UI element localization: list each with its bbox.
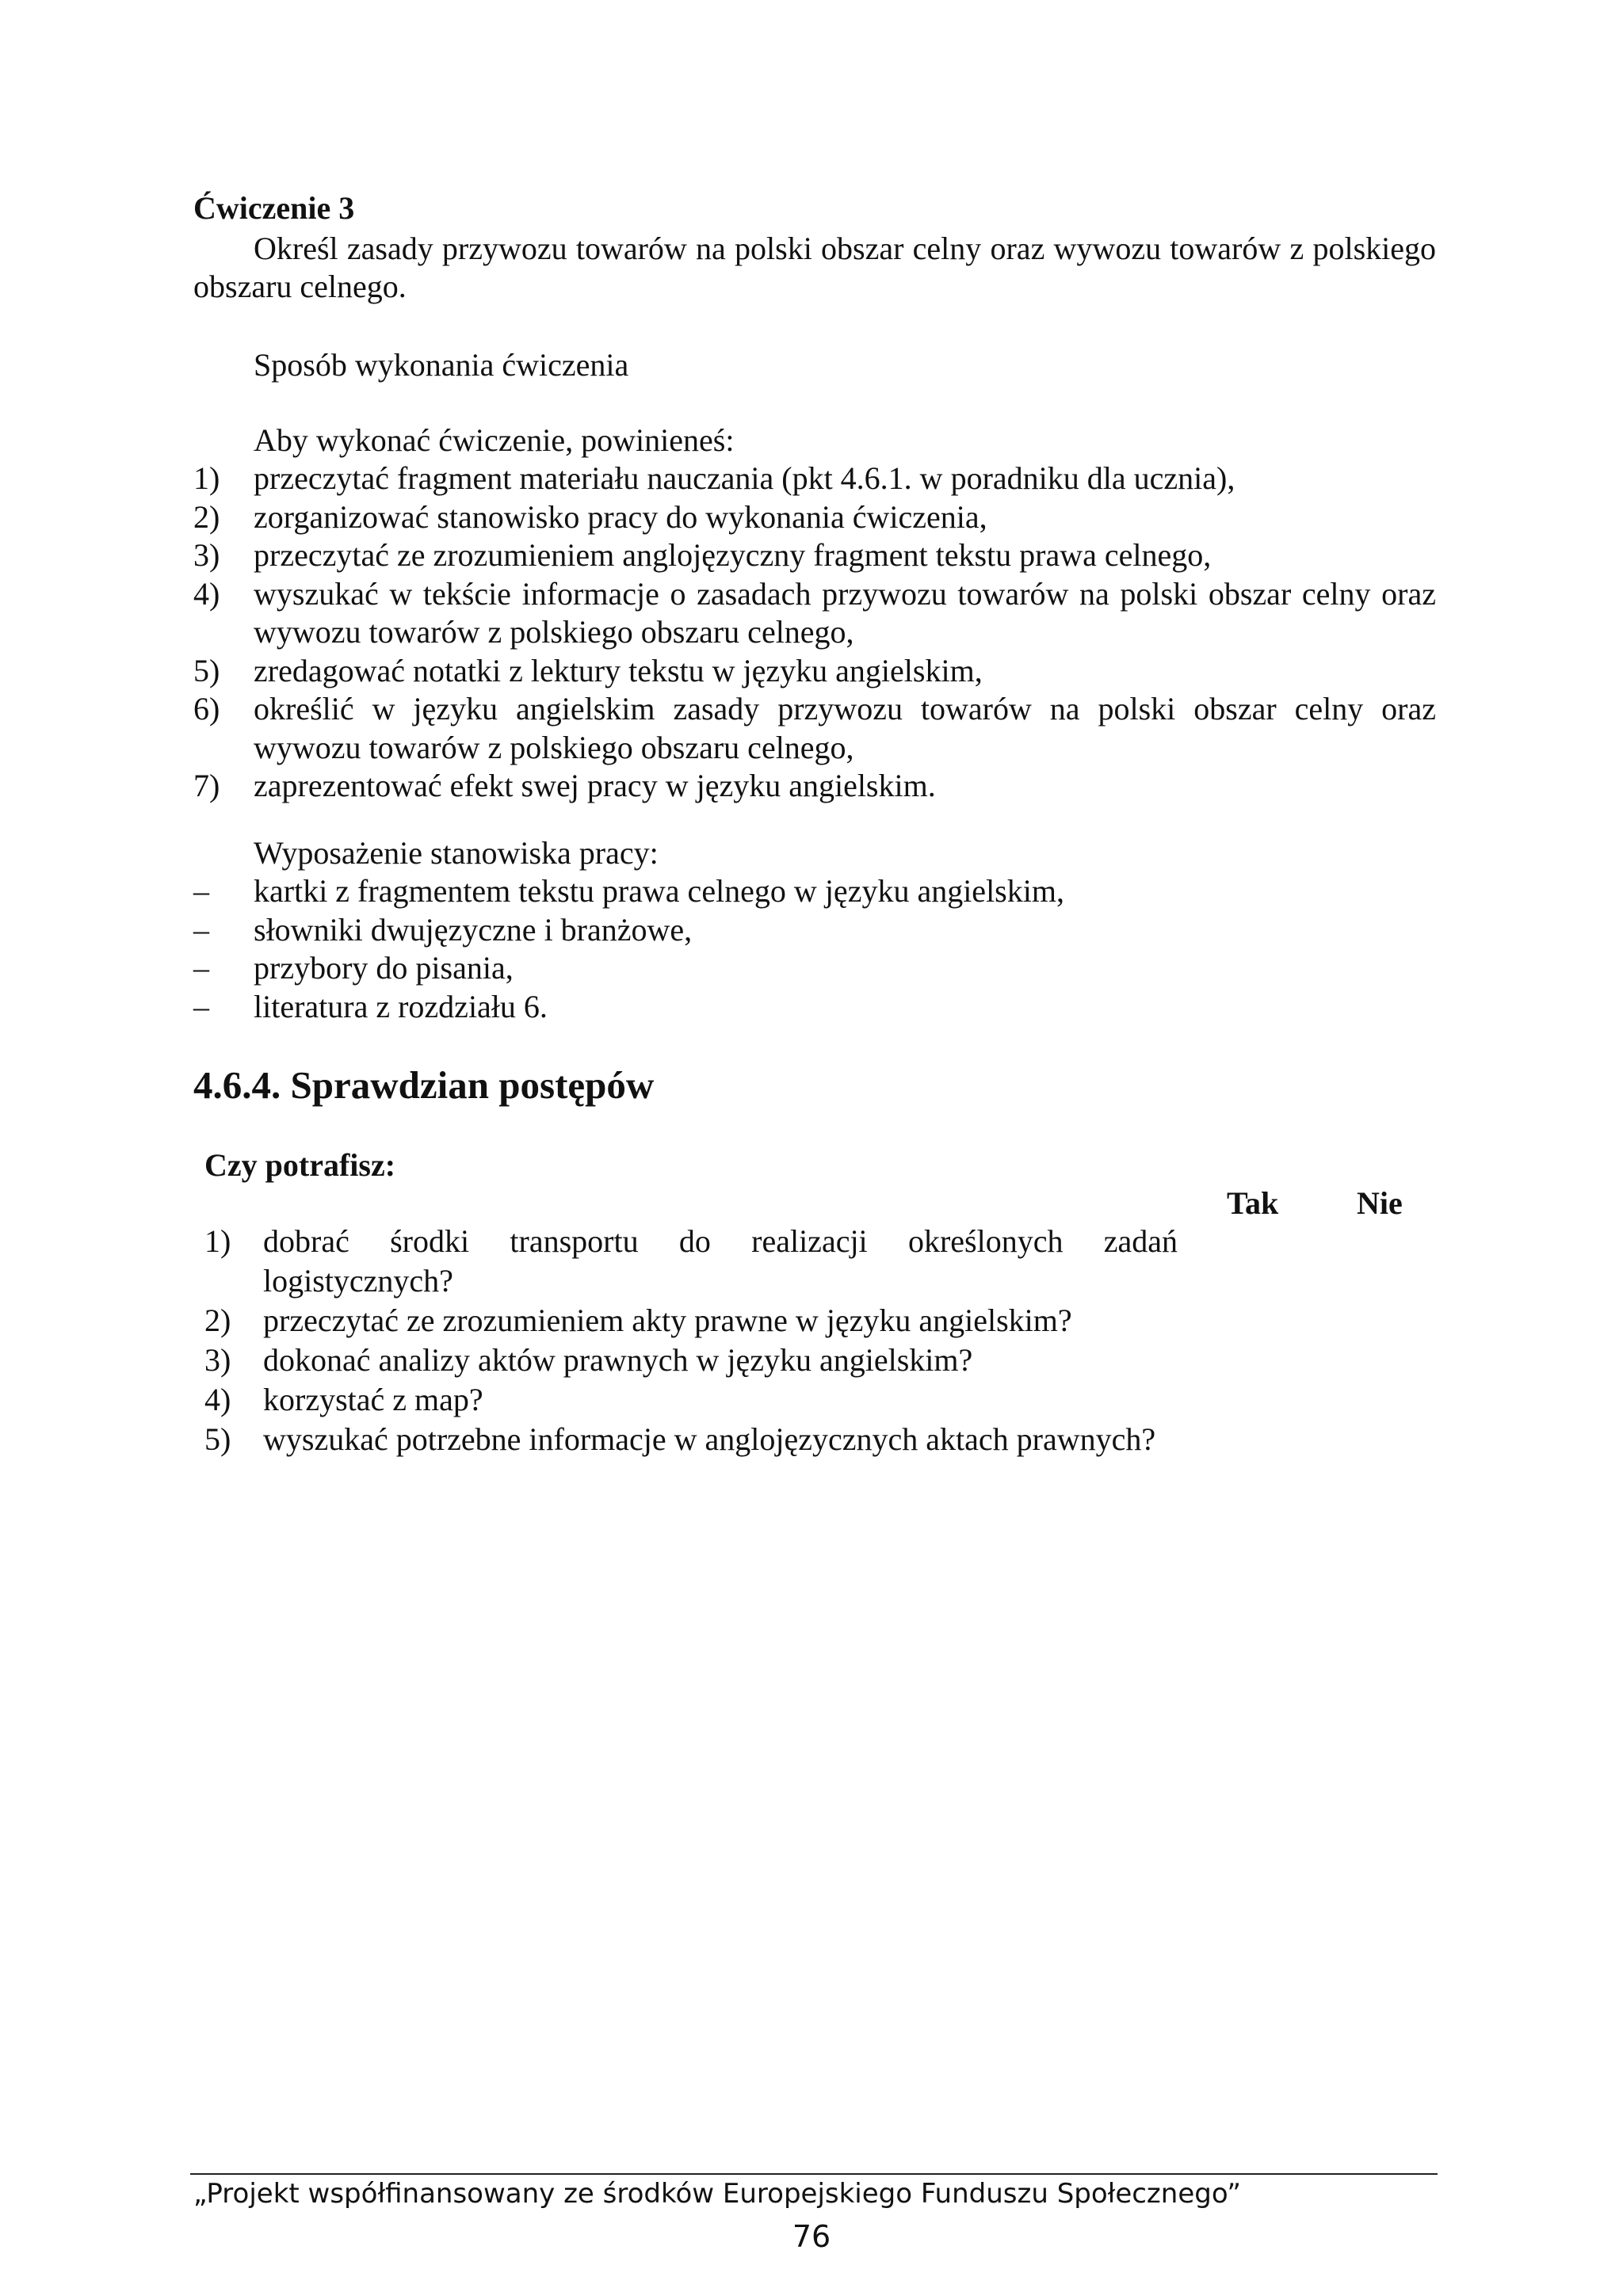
list-marker: 6): [193, 691, 220, 727]
list-item: [193, 911, 1436, 950]
list-marker: 5): [193, 652, 220, 688]
exercise-title: Ćwiczenie 3: [193, 190, 355, 226]
footer-divider: [190, 2173, 1438, 2175]
list-marker: 4): [204, 1382, 231, 1417]
section-heading: 4.6.4. Sprawdzian postępów: [193, 1063, 655, 1107]
page-number: 76: [792, 2219, 831, 2254]
list-item-text: przybory do pisania,: [254, 950, 514, 986]
list-item: [193, 988, 1436, 1027]
list-item-text: przeczytać ze zrozumieniem akty prawne w języku angielskim?: [263, 1302, 1072, 1338]
list-item: [204, 1380, 1178, 1420]
list-marker: 3): [204, 1342, 231, 1378]
list-item-text: korzystać z map?: [263, 1382, 483, 1417]
list-marker: 1): [204, 1223, 231, 1259]
equipment-heading: Wyposażenie stanowiska pracy:: [254, 835, 659, 871]
list-item-text: kartki z fragmentem tekstu prawa celnego w języku angielskim,: [254, 873, 1064, 909]
list-item: [204, 1301, 1178, 1341]
list-item-text: dobrać środki transportu do realizacji określonych zadań logistycznych?: [263, 1223, 1178, 1299]
check-label: Czy potrafisz:: [204, 1147, 396, 1183]
progress-questions-list: [204, 1222, 1178, 1459]
list-marker: –: [193, 950, 209, 986]
list-item: [204, 1420, 1178, 1459]
list-item: [193, 872, 1436, 911]
list-item: [193, 690, 1436, 767]
exercise-intro: Określ zasady przywozu towarów na polski obszar celny oraz wywozu towarów z polskiego obszaru celnego.: [193, 231, 1436, 304]
list-item-text: słowniki dwujęzyczne i branżowe,: [254, 911, 693, 948]
list-item: [193, 949, 1436, 988]
list-item-text: wyszukać w tekście informacje o zasadach przywozu towarów na polski obszar celny oraz wywozu towarów z polskiego obszaru celnego,: [254, 575, 1436, 650]
list-marker: –: [193, 873, 209, 909]
list-marker: 2): [204, 1302, 231, 1338]
method-steps-list: [193, 460, 1436, 806]
list-marker: 4): [193, 575, 220, 612]
list-marker: –: [193, 911, 209, 948]
list-item-text: zaprezentować efekt swej pracy w języku angielskim.: [254, 768, 936, 803]
list-marker: –: [193, 988, 209, 1024]
list-item-text: literatura z rozdziału 6.: [254, 988, 548, 1024]
list-item: [193, 575, 1436, 652]
list-item: [193, 652, 1436, 691]
list-marker: 7): [193, 768, 220, 803]
method-lead: Aby wykonać ćwiczenie, powinieneś:: [254, 422, 735, 458]
list-item: [193, 536, 1436, 575]
method-heading: Sposób wykonania ćwiczenia: [254, 347, 629, 383]
list-item-text: dokonać analizy aktów prawnych w języku angielskim?: [263, 1342, 973, 1378]
footer-text: „Projekt współfinansowany ze środków Europejskiego Funduszu Społecznego”: [193, 2178, 1242, 2210]
list-item: [193, 767, 1436, 806]
list-item: [204, 1222, 1178, 1301]
list-item: [204, 1341, 1178, 1380]
list-item-text: wyszukać potrzebne informacje w anglojęzycznych aktach prawnych?: [263, 1421, 1156, 1457]
list-item-text: zorganizować stanowisko pracy do wykonania ćwiczenia,: [254, 498, 987, 535]
list-item: [193, 498, 1436, 537]
list-item-text: określić w języku angielskim zasady przywozu towarów na polski obszar celny oraz wywozu towarów z polskiego obszaru celnego,: [254, 691, 1436, 765]
list-marker: 1): [193, 460, 220, 496]
list-marker: 2): [193, 498, 220, 535]
list-item: [193, 460, 1436, 498]
column-header-yes: Tak: [1227, 1185, 1279, 1221]
column-header-no: Nie: [1357, 1185, 1403, 1221]
list-item-text: przeczytać fragment materiału nauczania (pkt 4.6.1. w poradniku dla ucznia),: [254, 460, 1235, 496]
list-item-text: zredagować notatki z lektury tekstu w języku angielskim,: [254, 652, 983, 688]
list-marker: 5): [204, 1421, 231, 1457]
equipment-list: [193, 872, 1436, 1026]
list-marker: 3): [193, 537, 220, 573]
list-item-text: przeczytać ze zrozumieniem anglojęzyczny fragment tekstu prawa celnego,: [254, 537, 1212, 573]
